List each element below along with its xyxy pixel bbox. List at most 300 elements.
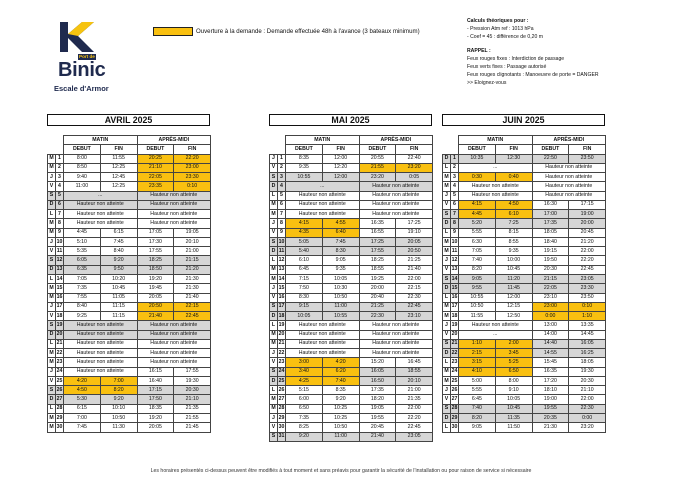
table-row xyxy=(48,228,211,237)
morning-note: Hauteur non atteinte xyxy=(64,349,138,358)
schedule-table xyxy=(47,135,211,433)
morning-start: 8:00 xyxy=(64,154,101,163)
morning-end: 8:30 xyxy=(322,247,359,256)
day-letter: J xyxy=(443,386,451,395)
afternoon-note: Hauteur non atteinte xyxy=(532,163,606,172)
afternoon-end: 13:35 xyxy=(569,321,606,330)
info-line: Feux rouges fixes : Interdiction de passage xyxy=(467,55,565,62)
month-may xyxy=(269,114,432,442)
afternoon-start: 17:05 xyxy=(137,228,174,237)
day-number: 27 xyxy=(56,395,64,404)
afternoon-end: 0:10 xyxy=(174,182,211,191)
day-letter: D xyxy=(443,413,451,422)
table-row xyxy=(270,312,433,321)
day-letter: L xyxy=(48,404,56,413)
day-number: 11 xyxy=(451,247,459,256)
day-letter: V xyxy=(443,200,451,209)
table-row xyxy=(270,376,433,385)
day-number: 1 xyxy=(56,154,64,163)
afternoon-start: 21:55 xyxy=(359,163,396,172)
day-number: 15 xyxy=(451,284,459,293)
afternoon-end: 21:10 xyxy=(174,395,211,404)
afternoon-end: 21:20 xyxy=(569,237,606,246)
afternoon-note: Hauteur non atteinte xyxy=(137,210,211,219)
afternoon-start: 19:50 xyxy=(532,256,569,265)
table-row xyxy=(443,321,606,330)
morning-start: 6:00 xyxy=(286,395,323,404)
afternoon-end: 21:30 xyxy=(174,274,211,283)
day-letter: V xyxy=(48,312,56,321)
afternoon-start: 16:05 xyxy=(359,367,396,376)
table-row xyxy=(48,302,211,311)
table-row xyxy=(48,173,211,182)
afternoon-end: 20:50 xyxy=(396,247,433,256)
afternoon-end: 22:30 xyxy=(396,293,433,302)
morning-start: 0:30 xyxy=(459,173,496,182)
afternoon-start: 21:40 xyxy=(359,432,396,441)
morning-note: Hauteur non atteinte xyxy=(286,191,360,200)
day-letter: J xyxy=(443,321,451,330)
afternoon-start: 23:00 xyxy=(532,302,569,311)
day-letter: M xyxy=(270,265,278,274)
morning-start: 11:00 xyxy=(64,182,101,191)
header-matin: MATIN xyxy=(64,136,138,145)
afternoon-start: 19:05 xyxy=(359,404,396,413)
afternoon-note: Hauteur non atteinte xyxy=(359,339,433,348)
day-number: 19 xyxy=(451,321,459,330)
afternoon-start: 23:35 xyxy=(137,182,174,191)
afternoon-start: 20:35 xyxy=(532,413,569,422)
day-letter: M xyxy=(443,302,451,311)
morning-end: 6:40 xyxy=(322,228,359,237)
morning-end: 10:45 xyxy=(100,284,137,293)
table-row xyxy=(48,237,211,246)
morning-end: 12:15 xyxy=(495,302,532,311)
afternoon-end: 21:30 xyxy=(174,284,211,293)
morning-end: 11:00 xyxy=(322,302,359,311)
morning-start: 9:15 xyxy=(286,302,323,311)
afternoon-end: 23:05 xyxy=(569,274,606,283)
morning-end: 10:30 xyxy=(322,284,359,293)
morning-note: Hauteur non atteinte xyxy=(286,330,360,339)
day-letter: D xyxy=(270,376,278,385)
table-row xyxy=(48,423,211,432)
day-number: 18 xyxy=(56,312,64,321)
day-number: 7 xyxy=(451,210,459,219)
day-number: 30 xyxy=(278,423,286,432)
morning-end: 11:00 xyxy=(322,432,359,441)
table-row xyxy=(270,404,433,413)
morning-note: Hauteur non atteinte xyxy=(64,210,138,219)
day-number: 9 xyxy=(278,228,286,237)
morning-start: 7:35 xyxy=(64,284,101,293)
morning-start: 8:50 xyxy=(64,163,101,172)
day-letter: L xyxy=(443,228,451,237)
day-letter: M xyxy=(48,163,56,172)
afternoon-end: 22:20 xyxy=(174,154,211,163)
afternoon-end: 21:35 xyxy=(396,395,433,404)
morning-start: 3:15 xyxy=(459,358,496,367)
day-number: 25 xyxy=(451,376,459,385)
day-number: 15 xyxy=(56,284,64,293)
afternoon-note: Hauteur non atteinte xyxy=(137,330,211,339)
day-letter: V xyxy=(48,376,56,385)
afternoon-note: Hauteur non atteinte xyxy=(359,200,433,209)
morning-end: 8:00 xyxy=(495,376,532,385)
day-letter: D xyxy=(48,395,56,404)
morning-start: 6:10 xyxy=(286,256,323,265)
day-number: 16 xyxy=(451,293,459,302)
afternoon-note: Hauteur non atteinte xyxy=(359,330,433,339)
day-number: 30 xyxy=(56,423,64,432)
table-row xyxy=(270,321,433,330)
day-number: 14 xyxy=(278,274,286,283)
day-letter: M xyxy=(270,404,278,413)
afternoon-note: Hauteur non atteinte xyxy=(359,210,433,219)
morning-start: 7:15 xyxy=(286,274,323,283)
afternoon-start: 18:40 xyxy=(532,237,569,246)
day-letter: M xyxy=(48,413,56,422)
table-row xyxy=(443,163,606,172)
afternoon-note: Hauteur non atteinte xyxy=(137,191,211,200)
afternoon-end: 23:30 xyxy=(174,173,211,182)
info-panel xyxy=(467,17,599,88)
afternoon-start: 14:55 xyxy=(532,349,569,358)
morning-end: 4:50 xyxy=(495,200,532,209)
morning-start: 8:20 xyxy=(459,413,496,422)
day-letter: M xyxy=(270,210,278,219)
morning-end: 8:15 xyxy=(495,228,532,237)
morning-start: 6:45 xyxy=(286,265,323,274)
table-row xyxy=(48,339,211,348)
morning-end: 9:50 xyxy=(100,265,137,274)
afternoon-start: 16:55 xyxy=(359,228,396,237)
morning-end: 7:25 xyxy=(495,219,532,228)
header-blank xyxy=(270,136,286,145)
table-row xyxy=(270,256,433,265)
morning-end: 9:20 xyxy=(322,395,359,404)
day-letter: J xyxy=(48,302,56,311)
morning-end: 4:55 xyxy=(322,219,359,228)
header-fin: FIN xyxy=(396,145,433,154)
day-number: 4 xyxy=(56,182,64,191)
morning-start: 7:40 xyxy=(459,404,496,413)
table-row xyxy=(443,330,606,339)
afternoon-end: 17:55 xyxy=(174,367,211,376)
morning-end: 9:20 xyxy=(100,256,137,265)
afternoon-start: 21:15 xyxy=(532,274,569,283)
header-blank xyxy=(443,136,459,145)
morning-start: 6:15 xyxy=(64,404,101,413)
table-row xyxy=(48,284,211,293)
table-row xyxy=(48,404,211,413)
morning-start: 7:05 xyxy=(64,274,101,283)
table-row xyxy=(48,210,211,219)
day-letter: D xyxy=(48,330,56,339)
table-row xyxy=(270,191,433,200)
table-row xyxy=(443,154,606,163)
afternoon-end: 20:05 xyxy=(396,237,433,246)
afternoon-note: Hauteur non atteinte xyxy=(137,349,211,358)
afternoon-start: 17:20 xyxy=(532,376,569,385)
day-number: 31 xyxy=(278,432,286,441)
day-letter: J xyxy=(270,154,278,163)
day-number: 17 xyxy=(278,302,286,311)
afternoon-end: 19:10 xyxy=(396,228,433,237)
day-letter: S xyxy=(443,274,451,283)
table-row xyxy=(48,274,211,283)
afternoon-start: 21:30 xyxy=(532,423,569,432)
afternoon-start: 19:15 xyxy=(532,247,569,256)
morning-start: 11:55 xyxy=(459,312,496,321)
morning-start: 4:15 xyxy=(286,219,323,228)
table-row xyxy=(443,191,606,200)
day-number: 24 xyxy=(451,367,459,376)
morning-start: 5:35 xyxy=(64,247,101,256)
afternoon-start: 21:10 xyxy=(137,163,174,172)
table-row xyxy=(48,349,211,358)
morning-start: 9:05 xyxy=(459,274,496,283)
day-letter: V xyxy=(270,228,278,237)
day-letter: L xyxy=(48,210,56,219)
afternoon-end: 22:30 xyxy=(569,404,606,413)
month-title: JUIN 2025 xyxy=(442,114,605,126)
table-row xyxy=(48,247,211,256)
table-row xyxy=(443,413,606,422)
afternoon-start: 17:50 xyxy=(137,395,174,404)
day-letter: L xyxy=(443,423,451,432)
table-row xyxy=(270,237,433,246)
day-letter: M xyxy=(48,349,56,358)
table-row xyxy=(443,423,606,432)
afternoon-end: 20:30 xyxy=(569,376,606,385)
afternoon-start: 18:20 xyxy=(359,395,396,404)
table-row xyxy=(443,367,606,376)
morning-note: Hauteur non atteinte xyxy=(64,330,138,339)
morning-note: Hauteur non atteinte xyxy=(64,219,138,228)
afternoon-start: 19:55 xyxy=(532,404,569,413)
day-letter: S xyxy=(48,386,56,395)
day-letter: M xyxy=(443,376,451,385)
morning-end: 12:00 xyxy=(495,293,532,302)
day-letter: L xyxy=(443,358,451,367)
morning-note: ... xyxy=(459,163,533,172)
morning-start: 4:45 xyxy=(64,228,101,237)
day-number: 7 xyxy=(278,210,286,219)
morning-start: 6:30 xyxy=(459,237,496,246)
morning-end: 10:25 xyxy=(322,404,359,413)
morning-start: 8:25 xyxy=(286,423,323,432)
table-row xyxy=(270,330,433,339)
morning-start: 8:35 xyxy=(286,154,323,163)
afternoon-start: 20:05 xyxy=(137,293,174,302)
morning-start: 5:10 xyxy=(64,237,101,246)
afternoon-start: 19:45 xyxy=(137,284,174,293)
afternoon-end: 19:30 xyxy=(174,376,211,385)
legend-swatch xyxy=(153,27,193,36)
afternoon-end: 22:00 xyxy=(569,247,606,256)
table-row xyxy=(48,312,211,321)
morning-note: Hauteur non atteinte xyxy=(286,210,360,219)
logo-subtitle: Port de xyxy=(79,54,95,59)
day-number: 16 xyxy=(278,293,286,302)
morning-end: 11:55 xyxy=(100,154,137,163)
afternoon-start: 18:35 xyxy=(137,404,174,413)
afternoon-start: 18:10 xyxy=(532,386,569,395)
header-blank xyxy=(48,136,64,145)
logo-brand: Binic xyxy=(58,59,106,81)
day-letter: V xyxy=(443,330,451,339)
afternoon-start: 17:35 xyxy=(359,386,396,395)
morning-end: 11:20 xyxy=(495,274,532,283)
day-number: 20 xyxy=(56,330,64,339)
day-number: 26 xyxy=(56,386,64,395)
afternoon-start: 18:25 xyxy=(137,256,174,265)
afternoon-end: 21:00 xyxy=(174,247,211,256)
day-number: 29 xyxy=(278,413,286,422)
table-row xyxy=(270,154,433,163)
header-blank xyxy=(48,145,64,154)
afternoon-end: 22:20 xyxy=(396,413,433,422)
day-number: 25 xyxy=(56,376,64,385)
table-row xyxy=(270,210,433,219)
day-letter: V xyxy=(270,163,278,172)
day-letter: D xyxy=(443,219,451,228)
afternoon-end: 14:45 xyxy=(569,330,606,339)
afternoon-start: 13:00 xyxy=(532,321,569,330)
afternoon-end: 21:40 xyxy=(396,265,433,274)
day-number: 21 xyxy=(56,339,64,348)
afternoon-end: 22:45 xyxy=(569,265,606,274)
morning-end: 11:05 xyxy=(100,293,137,302)
morning-end: 6:15 xyxy=(100,228,137,237)
afternoon-start: 16:30 xyxy=(532,200,569,209)
afternoon-start: 17:55 xyxy=(137,247,174,256)
morning-start: 5:05 xyxy=(286,237,323,246)
morning-start: 6:45 xyxy=(459,395,496,404)
day-letter: V xyxy=(443,265,451,274)
afternoon-end: 21:25 xyxy=(396,256,433,265)
afternoon-end: 23:20 xyxy=(569,423,606,432)
afternoon-end: 20:45 xyxy=(569,228,606,237)
morning-end: 12:50 xyxy=(495,312,532,321)
morning-note: ... xyxy=(459,330,533,339)
day-number: 5 xyxy=(451,191,459,200)
afternoon-start: 18:05 xyxy=(532,228,569,237)
morning-start: 10:50 xyxy=(459,302,496,311)
day-number: 5 xyxy=(278,191,286,200)
morning-note: Hauteur non atteinte xyxy=(286,200,360,209)
afternoon-start: 20:05 xyxy=(137,423,174,432)
day-number: 26 xyxy=(451,386,459,395)
afternoon-end: 0:05 xyxy=(396,173,433,182)
afternoon-start: 19:00 xyxy=(532,395,569,404)
afternoon-start: 20:25 xyxy=(137,154,174,163)
day-letter: D xyxy=(270,247,278,256)
afternoon-note: Hauteur non atteinte xyxy=(359,349,433,358)
afternoon-start: 19:20 xyxy=(137,274,174,283)
day-number: 10 xyxy=(278,237,286,246)
afternoon-start: 16:15 xyxy=(137,367,174,376)
afternoon-note: Hauteur non atteinte xyxy=(532,173,606,182)
day-number: 28 xyxy=(278,404,286,413)
info-title-calculs: Calculs théoriques pour : xyxy=(467,18,529,24)
afternoon-start: 17:35 xyxy=(532,219,569,228)
afternoon-start: 18:25 xyxy=(359,256,396,265)
day-number: 20 xyxy=(451,330,459,339)
table-row xyxy=(270,302,433,311)
day-number: 3 xyxy=(56,173,64,182)
month-title: MAI 2025 xyxy=(269,114,432,126)
morning-note: Hauteur non atteinte xyxy=(286,339,360,348)
afternoon-start: 16:40 xyxy=(137,376,174,385)
day-number: 2 xyxy=(451,163,459,172)
legend-text: Ouverture à la demande : Demande effectuée 48h à l'avance (3 bateaux minimum) xyxy=(196,28,420,35)
afternoon-end: 21:10 xyxy=(569,386,606,395)
table-row xyxy=(443,182,606,191)
day-letter: M xyxy=(443,247,451,256)
afternoon-start: 23:10 xyxy=(532,293,569,302)
morning-note: ... xyxy=(286,182,360,191)
morning-start: 4:25 xyxy=(286,376,323,385)
morning-end: 6:20 xyxy=(322,367,359,376)
morning-end: 10:00 xyxy=(495,256,532,265)
morning-end: 10:50 xyxy=(322,293,359,302)
morning-end: 11:50 xyxy=(495,423,532,432)
table-row xyxy=(270,339,433,348)
table-row xyxy=(443,302,606,311)
table-row xyxy=(270,274,433,283)
day-letter: L xyxy=(270,321,278,330)
morning-start: 9:20 xyxy=(286,432,323,441)
day-number: 29 xyxy=(451,413,459,422)
afternoon-start: 22:05 xyxy=(137,173,174,182)
day-number: 8 xyxy=(56,219,64,228)
morning-end: 10:10 xyxy=(100,404,137,413)
day-number: 17 xyxy=(56,302,64,311)
day-number: 7 xyxy=(56,210,64,219)
morning-start: 9:25 xyxy=(64,312,101,321)
morning-end: 11:15 xyxy=(100,302,137,311)
month-april xyxy=(47,114,210,433)
day-letter: L xyxy=(443,163,451,172)
morning-start: 10:35 xyxy=(459,154,496,163)
morning-start: 4:50 xyxy=(64,386,101,395)
day-letter: D xyxy=(443,349,451,358)
afternoon-start: 22:50 xyxy=(532,154,569,163)
morning-start: 4:20 xyxy=(64,376,101,385)
morning-note: Hauteur non atteinte xyxy=(459,191,533,200)
day-number: 4 xyxy=(451,182,459,191)
afternoon-end: 22:20 xyxy=(569,256,606,265)
afternoon-start: 21:25 xyxy=(359,302,396,311)
table-row xyxy=(443,247,606,256)
day-letter: S xyxy=(48,191,56,200)
afternoon-start: 15:45 xyxy=(532,358,569,367)
afternoon-note: Hauteur non atteinte xyxy=(532,182,606,191)
day-number: 27 xyxy=(451,395,459,404)
morning-end: 7:45 xyxy=(100,237,137,246)
day-number: 14 xyxy=(451,274,459,283)
afternoon-start: 22:30 xyxy=(359,312,396,321)
morning-end: 7:40 xyxy=(322,376,359,385)
morning-end: 8:20 xyxy=(100,386,137,395)
morning-end: 6:50 xyxy=(495,367,532,376)
morning-end: 3:45 xyxy=(495,349,532,358)
afternoon-end: 22:15 xyxy=(396,284,433,293)
morning-start: 5:30 xyxy=(64,395,101,404)
table-row xyxy=(270,386,433,395)
